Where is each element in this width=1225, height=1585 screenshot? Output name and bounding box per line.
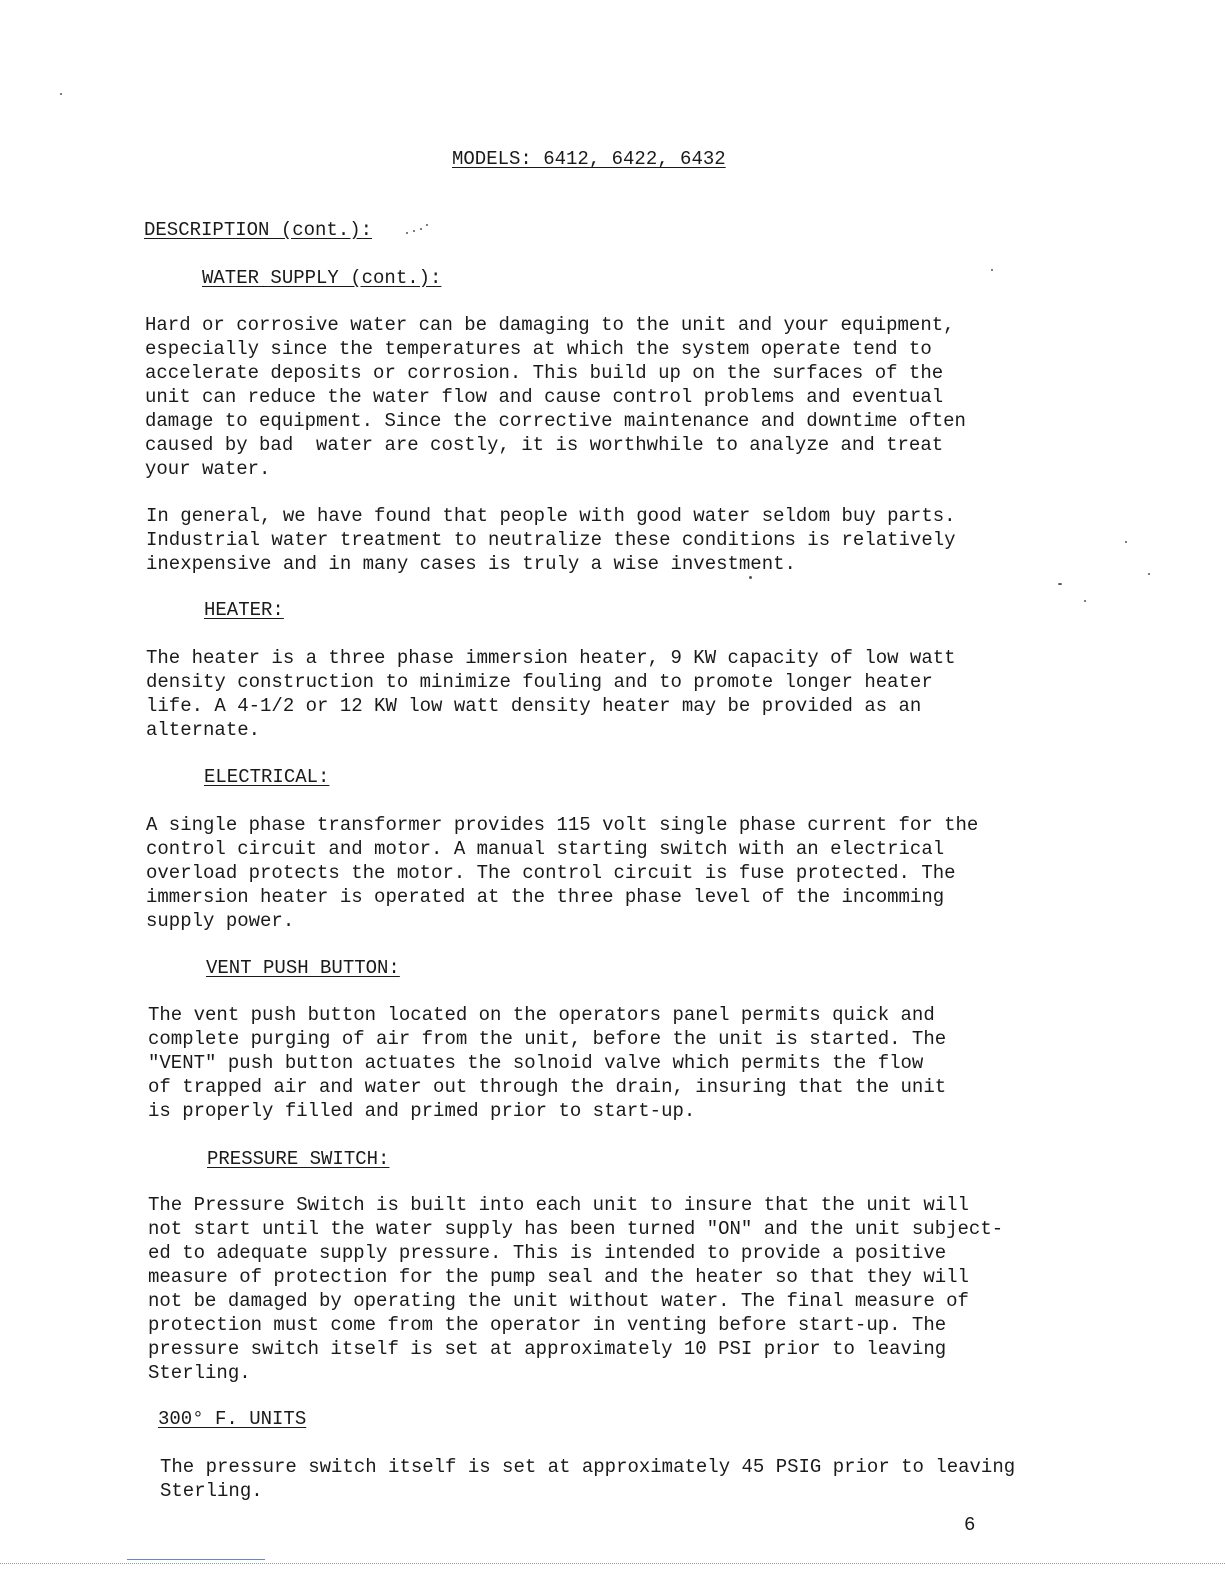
page-title: MODELS: 6412, 6422, 6432	[452, 148, 726, 170]
scan-speck	[1148, 573, 1150, 575]
scan-speck	[1058, 583, 1062, 585]
description-heading: DESCRIPTION (cont.):	[144, 219, 373, 241]
scan-speck	[749, 576, 752, 579]
water-supply-paragraph-1: Hard or corrosive water can be damaging to the unit and your equipment, especially since the temperatures at which the system operate tend to accelerate deposits or corrosion. This build up on the surfaces of the unit can reduce the water flow and cause control problems and eventual damage to equipment. Since the corrective maintenance and downtime often caused by bad water are costly, it is worthwhile to analyze and treat your water.	[145, 314, 966, 480]
scan-speck	[420, 228, 422, 230]
scan-speck	[406, 232, 408, 234]
pressure-switch-heading: PRESSURE SWITCH:	[207, 1148, 390, 1170]
scan-speck	[1084, 600, 1086, 602]
vent-push-button-heading: VENT PUSH BUTTON:	[206, 957, 400, 979]
heater-heading: HEATER:	[204, 599, 284, 621]
units-300f-heading: 300° F. UNITS	[158, 1408, 307, 1430]
page-number: 6	[964, 1514, 976, 1536]
scan-speck	[991, 269, 993, 271]
scan-speck	[426, 224, 428, 226]
electrical-heading: ELECTRICAL:	[204, 766, 330, 788]
water-supply-heading: WATER SUPPLY (cont.):	[202, 267, 442, 289]
water-supply-paragraph-2: In general, we have found that people with good water seldom buy parts. Industrial water treatment to neutralize these conditions is relatively inexpensive and in many cases is truly a wise investment.	[146, 505, 956, 575]
heater-paragraph: The heater is a three phase immersion heater, 9 KW capacity of low watt density construction to minimize fouling and to promote longer heater life. A 4-1/2 or 12 KW low watt density heater may be provided as an alternate.	[146, 647, 956, 741]
scan-speck	[60, 93, 62, 95]
vent-push-button-paragraph: The vent push button located on the operators panel permits quick and complete purging of air from the unit, before the unit is started. The "VENT" push button actuates the solnoid valve which permits the flow of trapped air and water out through the drain, insuring that the unit is properly filled and primed prior to start-up.	[148, 1004, 947, 1122]
scan-speck	[413, 230, 415, 232]
scan-edge-line	[0, 1563, 1225, 1565]
pressure-switch-paragraph: The Pressure Switch is built into each unit to insure that the unit will not start until the water supply has been turned "ON" and the unit subject- ed to adequate supply pressure. This is intended to provide a positive measure of protection for the pump seal and the heater so that they will not be damaged by operating the unit without water. The final measure of protection must come from the operator in venting before start-up. The pressure switch itself is set at approximately 10 PSI prior to leaving Sterling.	[148, 1194, 1004, 1384]
scan-speck	[1125, 541, 1127, 543]
scan-edge-mark	[127, 1559, 265, 1560]
electrical-paragraph: A single phase transformer provides 115 volt single phase current for the control circuit and motor. A manual starting switch with an electrical overload protects the motor. The control circuit is fuse protected. The immersion heater is operated at the three phase level of the incomming supply power.	[146, 814, 979, 932]
units-300f-paragraph: The pressure switch itself is set at approximately 45 PSIG prior to leaving Sterling.	[160, 1456, 1016, 1502]
